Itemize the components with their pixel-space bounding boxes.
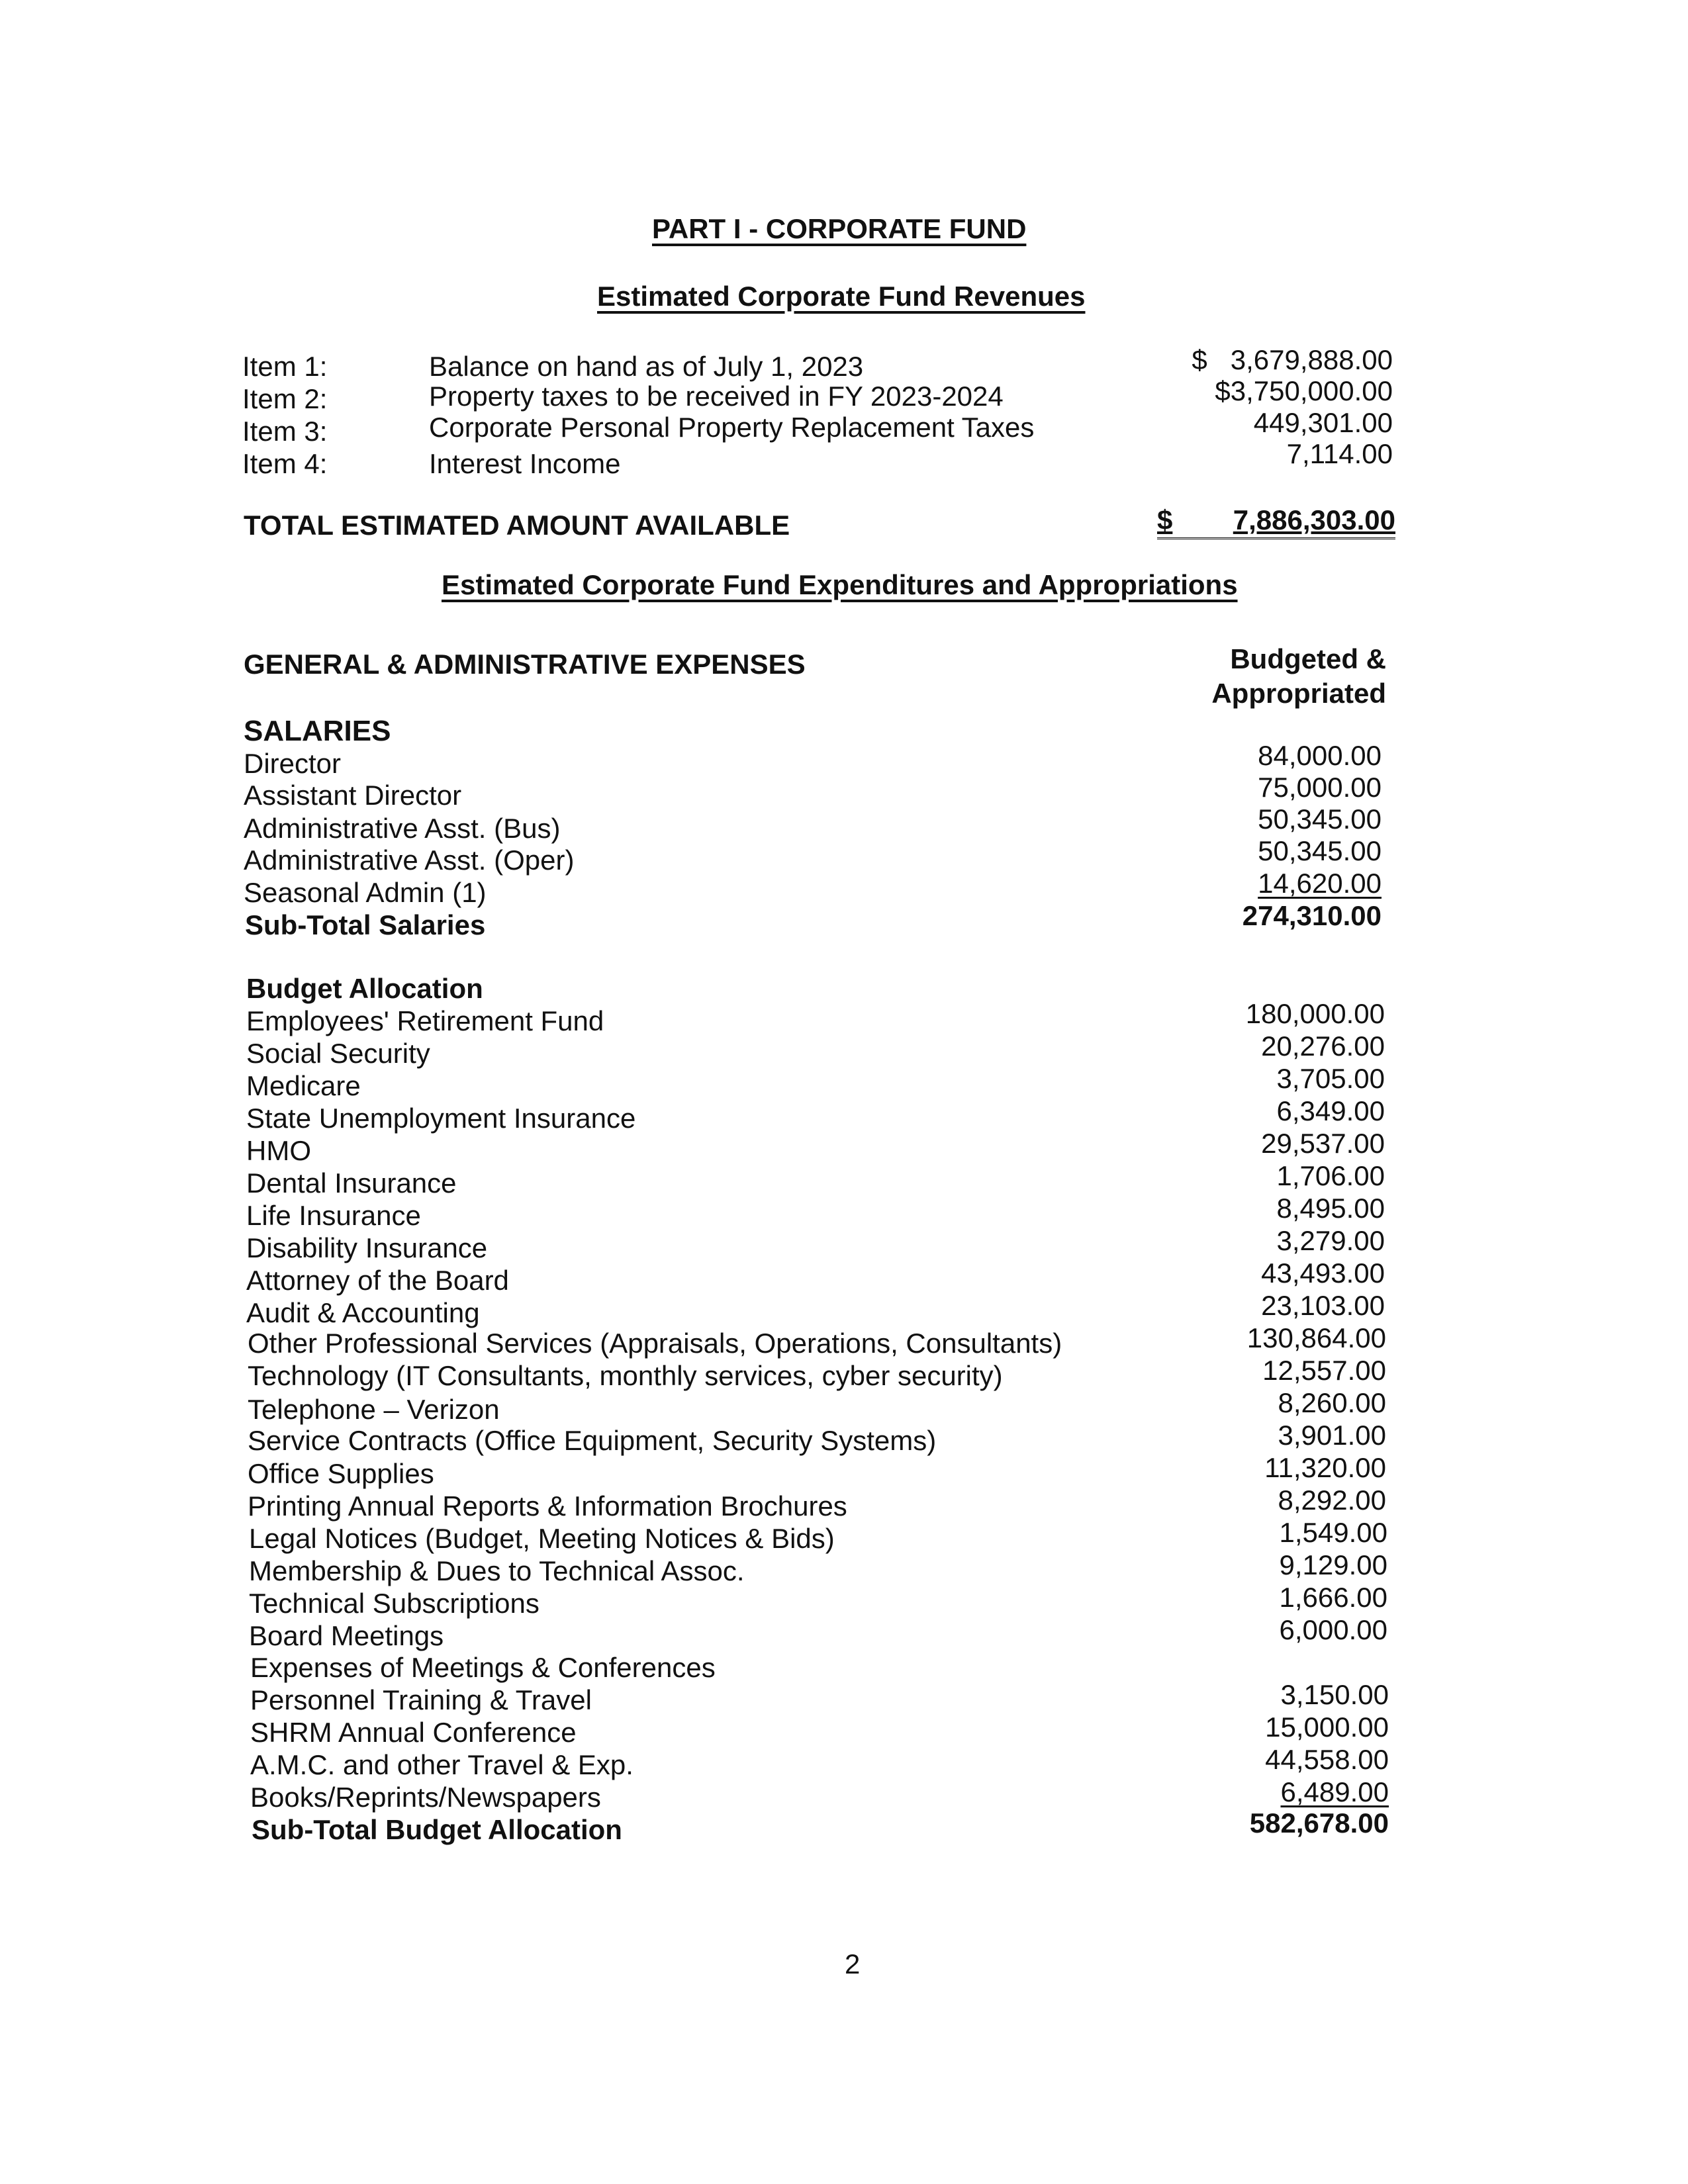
budget-item-label: Printing Annual Reports & Information Brochures <box>248 1490 847 1522</box>
budget-allocation-subtotal-label: Sub-Total Budget Allocation <box>252 1814 622 1845</box>
budget-item-amount: 20,276.00 <box>1261 1030 1385 1062</box>
salary-item-amount: 50,345.00 <box>1258 835 1382 866</box>
salaries-heading: SALARIES <box>244 715 391 747</box>
revenue-item-description: Balance on hand as of July 1, 2023 <box>429 351 864 382</box>
budget-item-amount: 3,279.00 <box>1276 1225 1385 1256</box>
salary-item-amount: 84,000.00 <box>1258 740 1382 771</box>
budget-item-label: Life Insurance <box>246 1200 421 1231</box>
budget-item-amount: 8,260.00 <box>1278 1387 1386 1418</box>
revenue-item-label: Item 2: <box>242 383 328 414</box>
budget-item-label: Employees' Retirement Fund <box>246 1005 604 1036</box>
budget-item-amount: 8,292.00 <box>1278 1484 1386 1516</box>
budget-allocation-subtotal-amount: 582,678.00 <box>1249 1807 1389 1839</box>
revenue-item-label: Item 1: <box>242 351 328 382</box>
revenue-item-description: Corporate Personal Property Replacement Taxes <box>429 412 1035 443</box>
budget-item-label: Audit & Accounting <box>246 1297 480 1328</box>
budget-item-amount: 3,901.00 <box>1278 1420 1386 1451</box>
total-label: TOTAL ESTIMATED AMOUNT AVAILABLE <box>244 510 790 541</box>
salary-item-label: Assistant Director <box>244 780 462 811</box>
budget-item-amount: 3,705.00 <box>1276 1063 1385 1094</box>
category-heading: GENERAL & ADMINISTRATIVE EXPENSES <box>244 649 806 680</box>
page-title: PART I - CORPORATE FUND <box>652 213 1027 244</box>
budget-item-amount: 180,000.00 <box>1245 998 1385 1029</box>
total-currency: $ <box>1157 504 1173 535</box>
budget-item-label: Telephone – Verizon <box>248 1394 500 1425</box>
revenue-item-amount: 7,114.00 <box>1286 438 1393 469</box>
budget-item-label: Membership & Dues to Technical Assoc. <box>249 1555 745 1586</box>
budget-item-label: Office Supplies <box>248 1458 434 1489</box>
salary-item-label: Administrative Asst. (Bus) <box>244 813 561 844</box>
budget-item-amount: 43,493.00 <box>1261 1257 1385 1289</box>
salary-item-label: Director <box>244 748 342 779</box>
revenue-item-label: Item 4: <box>242 448 328 479</box>
budget-item-amount: 130,864.00 <box>1246 1322 1386 1353</box>
budget-item-amount: 1,549.00 <box>1279 1517 1387 1548</box>
expenditures-heading: Estimated Corporate Fund Expenditures and Appropriations <box>442 569 1238 600</box>
revenue-item-label: Item 3: <box>242 416 328 447</box>
budget-item-label: Expenses of Meetings & Conferences <box>250 1652 716 1683</box>
budget-item-label: Attorney of the Board <box>246 1265 509 1296</box>
total-value: 7,886,303.00 <box>1233 504 1395 535</box>
budget-item-label: Technical Subscriptions <box>249 1588 539 1619</box>
salary-item-amount: 14,620.00 <box>1258 868 1382 899</box>
budget-item-label: Social Security <box>246 1038 430 1069</box>
budget-item-label: Personnel Training & Travel <box>250 1684 592 1715</box>
salaries-subtotal-label: Sub-Total Salaries <box>245 909 486 940</box>
budget-item-amount: 1,666.00 <box>1279 1582 1387 1613</box>
budget-item-label: A.M.C. and other Travel & Exp. <box>250 1749 633 1780</box>
salary-item-label: Seasonal Admin (1) <box>244 877 487 908</box>
page-number: 2 <box>845 1948 861 1979</box>
salary-item-amount: 50,345.00 <box>1258 803 1382 835</box>
budget-item-amount: 6,000.00 <box>1279 1614 1387 1645</box>
budget-item-label: Board Meetings <box>249 1620 444 1651</box>
budget-item-amount: 23,103.00 <box>1261 1290 1385 1321</box>
column-heading: Budgeted & Appropriated <box>1211 643 1386 709</box>
salary-item-label: Administrative Asst. (Oper) <box>244 844 575 876</box>
budget-item-label: Dental Insurance <box>246 1167 457 1199</box>
budget-item-label: Medicare <box>246 1070 361 1101</box>
revenue-item-amount: $3,750,000.00 <box>1215 375 1393 406</box>
budget-item-amount: 6,349.00 <box>1276 1095 1385 1126</box>
budget-item-label: Other Professional Services (Appraisals, Operations, Consultants) <box>248 1328 1062 1359</box>
salaries-subtotal-amount: 274,310.00 <box>1242 900 1382 931</box>
salary-item-amount: 75,000.00 <box>1258 772 1382 803</box>
budget-item-amount: 9,129.00 <box>1279 1549 1387 1580</box>
revenue-item-amount: $ 3,679,888.00 <box>1192 344 1393 375</box>
budget-item-amount: 6,489.00 <box>1280 1776 1389 1807</box>
budget-item-amount: 29,537.00 <box>1261 1128 1385 1159</box>
budget-item-amount: 11,320.00 <box>1264 1452 1386 1483</box>
total-amount <box>1157 504 1395 539</box>
revenues-heading: Estimated Corporate Fund Revenues <box>597 281 1086 312</box>
budget-item-label: State Unemployment Insurance <box>246 1103 636 1134</box>
budget-item-label: Service Contracts (Office Equipment, Security Systems) <box>248 1425 937 1456</box>
budget-item-label: Technology (IT Consultants, monthly services, cyber security) <box>248 1360 1003 1391</box>
budget-item-label: Disability Insurance <box>246 1232 488 1263</box>
budget-item-amount: 15,000.00 <box>1265 1711 1389 1743</box>
budget-item-amount: 44,558.00 <box>1265 1744 1389 1775</box>
budget-item-amount: 1,706.00 <box>1276 1160 1385 1191</box>
budget-item-label: Books/Reprints/Newspapers <box>250 1782 601 1813</box>
budget-item-label: SHRM Annual Conference <box>250 1717 577 1748</box>
budget-allocation-heading: Budget Allocation <box>246 973 483 1004</box>
budget-item-label: HMO <box>246 1135 311 1166</box>
revenue-item-description: Interest Income <box>429 448 621 479</box>
budget-item-amount: 8,495.00 <box>1276 1193 1385 1224</box>
revenue-item-description: Property taxes to be received in FY 2023-2024 <box>429 381 1004 412</box>
budget-item-amount: 12,557.00 <box>1262 1355 1386 1386</box>
budget-item-label: Legal Notices (Budget, Meeting Notices & Bids) <box>249 1523 835 1554</box>
budget-item-amount: 3,150.00 <box>1280 1679 1389 1710</box>
revenue-item-amount: 449,301.00 <box>1253 407 1393 438</box>
